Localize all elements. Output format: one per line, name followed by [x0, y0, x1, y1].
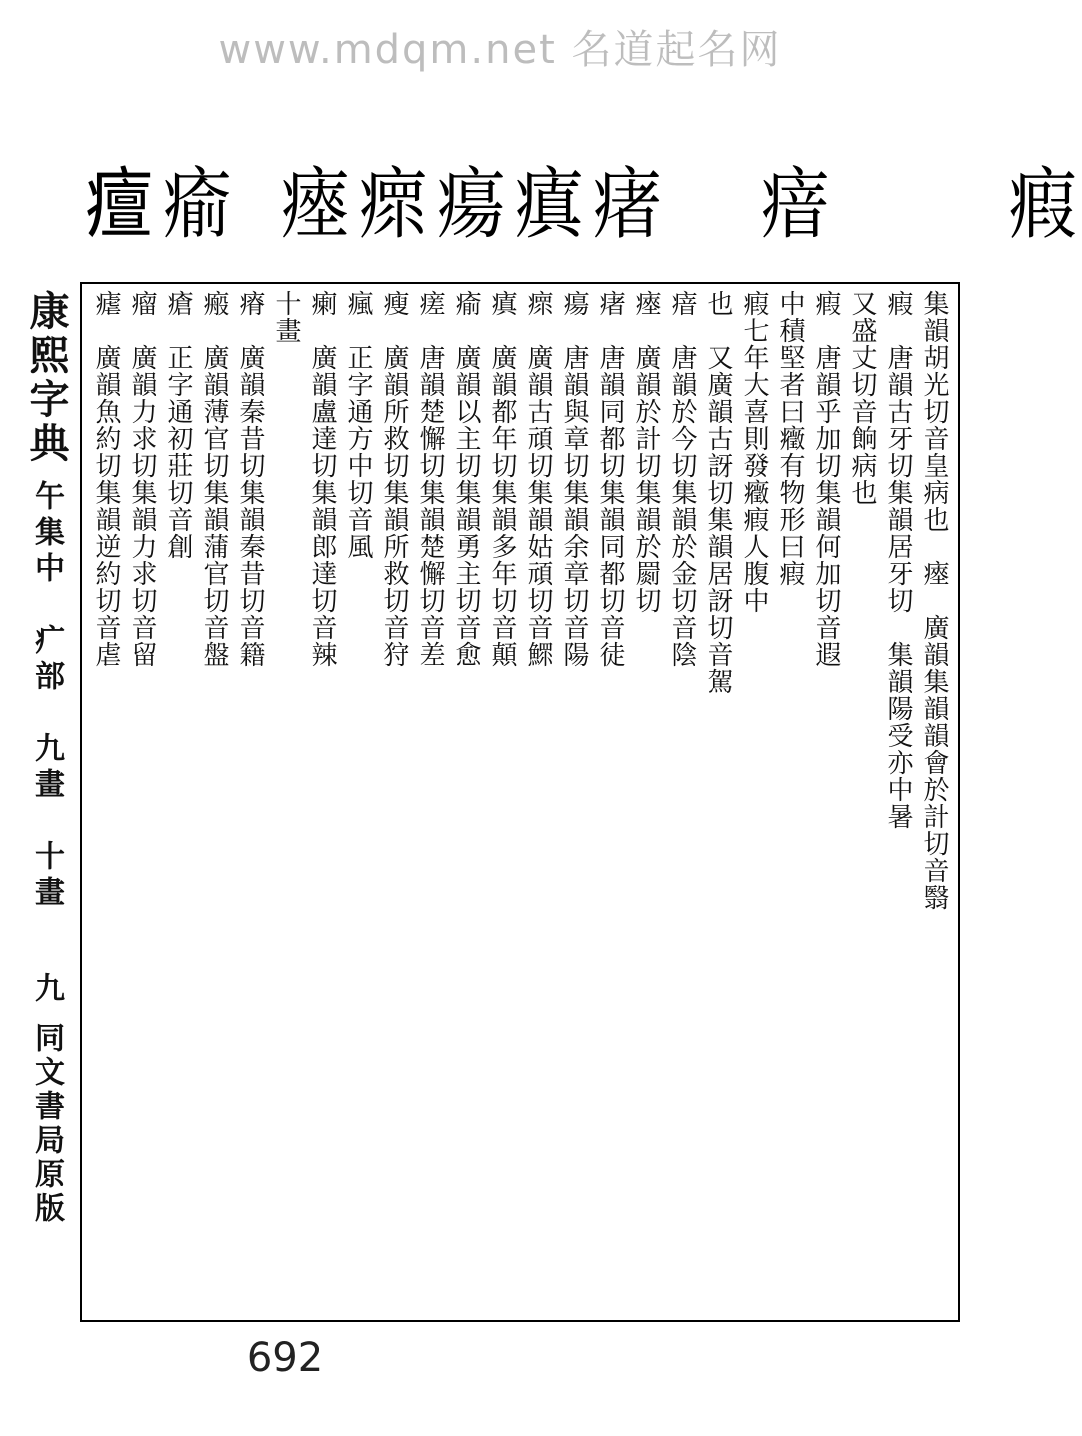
chinese-page-number: 九 [29, 972, 64, 1002]
text-column: 瘦 廣韻所救切集韻所救切音狩 [379, 290, 409, 668]
seal-char: 瘨 [514, 160, 584, 250]
text-column: 瘉 廣韻以主切集韻勇主切音愈 [451, 290, 481, 668]
text-column: 瘏 唐韻同都切集韻同都切音徒 [595, 290, 625, 668]
dictionary-text-frame [80, 282, 960, 1322]
text-column: 又盛丈切音餉病也 [847, 290, 877, 506]
seal-char: 瘉 [162, 160, 232, 250]
publisher-label: 同文書局原版 [29, 1022, 64, 1226]
seal-group-4 [1004, 160, 1082, 250]
seal-group-1 [80, 160, 236, 250]
seal-group-3 [756, 160, 834, 250]
text-column: 集韻胡光切音皇病也 瘞 廣韻集韻韻會於計切音翳 [919, 290, 949, 911]
text-column: 瘕 唐韻乎加切集韻何加切音遐 [811, 290, 841, 668]
watermark: www.mdqm.net 名道起名网 [218, 27, 782, 73]
text-column: 瘞 廣韻於計切集韻於罽切 [631, 290, 661, 614]
seal-char: 瘍 [436, 160, 506, 250]
text-column: 瘖 唐韻於今切集韻於金切音陰 [667, 290, 697, 668]
seal-script-row [60, 160, 1078, 250]
text-column: 瘥 唐韻楚懈切集韻楚懈切音差 [415, 290, 445, 668]
seal-char: 瘝 [358, 160, 428, 250]
text-column: 瘡 正字通初莊切音創 [163, 290, 193, 560]
text-column: 瘍 唐韻與章切集韻余章切音陽 [559, 290, 589, 668]
seal-char: 𤺺 [84, 160, 154, 250]
page-number: 692 [246, 1335, 324, 1381]
seal-char: 瘏 [592, 160, 662, 250]
text-column: 瘤 廣韻力求切集韻力求切音留 [127, 290, 157, 668]
text-column: 也 又廣韻古訝切集韻居訝切音駕 [703, 290, 733, 695]
text-column: 瘝 廣韻古頑切集韻姑頑切音鰥 [523, 290, 553, 668]
text-column: 中積堅者曰癥有物形曰瘕 [775, 290, 805, 587]
text-column: 瘨 廣韻都年切集韻多年切音顛 [487, 290, 517, 668]
text-column: 瘢 廣韻薄官切集韻蒲官切音盤 [199, 290, 229, 668]
margin-column [18, 290, 74, 1300]
seal-char: 瘞 [280, 160, 350, 250]
text-column: 瘠 廣韻秦昔切集韻秦昔切音籍 [235, 290, 265, 668]
text-column: 瘕七年大喜則發癥瘕人腹中 [739, 290, 769, 614]
text-column: 瘧 廣韻魚約切集韻逆約切音虐 [91, 290, 121, 668]
seal-group-2 [276, 160, 666, 250]
book-title: 康熙字典 [23, 290, 70, 466]
text-column: 瘌 廣韻盧達切集韻郎達切音辣 [307, 290, 337, 668]
seal-char: 瘖 [760, 160, 830, 250]
text-column: 瘕 唐韻古牙切集韻居牙切 集韻陽受亦中暑 [883, 290, 913, 830]
dictionary-columns [88, 290, 952, 1314]
seal-char: 瘕 [1008, 160, 1078, 250]
text-column: 瘋 正字通方中切音風 [343, 290, 373, 560]
text-column: 十畫 [271, 290, 301, 344]
section-label: 午集中 疒部 九畫 十畫 [29, 480, 64, 912]
